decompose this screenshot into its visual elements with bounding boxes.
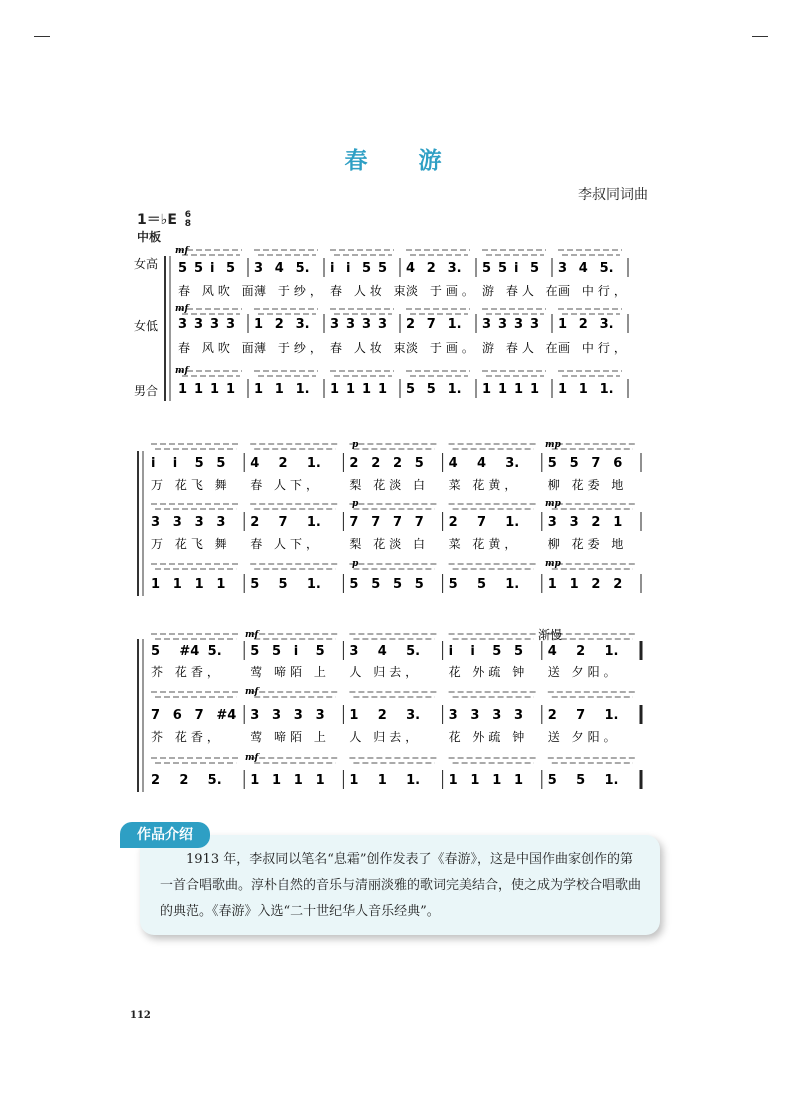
lyric: 春 人下， [250,478,323,492]
note: 5 [414,577,424,592]
note: 3 [492,708,502,723]
note: 2 [547,708,557,723]
note: 1. [306,515,321,530]
lyric: 春 人下， [250,537,323,551]
note: 3 [448,708,458,723]
note: 1 [377,773,387,788]
lyric: 淡 于画。 [406,284,478,298]
dynamic-marking: mf [245,630,259,640]
note: 1 [578,382,588,397]
lyric: 万 花飞 舞 [151,478,231,492]
note: 1 [558,317,568,332]
note: i [470,644,475,659]
lyric: 游 春人 在 [482,341,562,355]
note: 1 [272,773,282,788]
note: 1. [406,773,421,788]
note: 1 [250,773,260,788]
dynamic-marking: mf [245,753,259,763]
note: 3 [482,317,492,332]
note: 1 [492,773,502,788]
note: 7 [426,317,436,332]
note: 5 [426,382,436,397]
note: 3. [295,317,310,332]
note: 5 [151,644,161,659]
note: 5 [250,644,260,659]
note: 7 [349,515,359,530]
note: 3 [293,708,303,723]
note: 1. [447,317,462,332]
expression-marking: 渐慢 [538,628,563,642]
note: 2 [591,577,601,592]
note: 1 [346,382,356,397]
dynamic-marking: mf [175,366,189,376]
note: 1 [254,382,264,397]
note: 5 [378,261,388,276]
note: 3 [514,317,524,332]
note: 5 [250,577,260,592]
note: 1 [613,515,623,530]
note: 3 [470,708,480,723]
note: 5 [576,773,586,788]
note: 1 [530,382,540,397]
note: 1 [378,382,388,397]
note: 1 [349,773,359,788]
note: 4 [377,644,387,659]
lyric: 人 归去， [349,665,422,679]
note: 1. [604,773,619,788]
note: 7 [393,515,403,530]
lyric: 梨 花淡 白 [349,478,430,492]
note: 1 [210,382,220,397]
note: 1 [293,773,303,788]
note: 1. [447,382,462,397]
note: 1 [514,382,524,397]
note: 7 [194,708,204,723]
note: 4 [250,456,260,471]
note: 7 [414,515,424,530]
note: 3 [547,515,557,530]
note: 5 [547,456,557,471]
note: 3 [315,708,325,723]
note: 2 [377,708,387,723]
intro-label: 作品介绍 [120,822,210,848]
note: 3 [194,317,204,332]
note: 3 [514,708,524,723]
note: 5 [482,261,492,276]
note: 4 [448,456,458,471]
note: 5 [349,577,359,592]
note: 5 [194,261,204,276]
lyric: 万 花飞 舞 [151,537,231,551]
composer-credit: 李叔同词曲 [578,187,648,203]
note: i [151,456,156,471]
note: 3 [498,317,508,332]
note: 1. [604,644,619,659]
note: 1. [505,577,520,592]
lyric: 薄 于纱， [254,341,326,355]
note: 7 [278,515,288,530]
note: 5 [216,456,226,471]
note: 3 [194,515,204,530]
lyric: 游 春人 在 [482,284,562,298]
note: i [514,261,519,276]
lyric: 淡 于画。 [406,341,478,355]
note: 3. [406,708,421,723]
note: #4 [179,644,200,659]
note: 2 [426,261,436,276]
note: 2 [406,317,416,332]
note: i [330,261,335,276]
note: 5 [393,577,403,592]
note: 1. [604,708,619,723]
note: 5 [194,456,204,471]
note: 2 [448,515,458,530]
note: 2 [613,577,623,592]
note: 7 [591,456,601,471]
note: 5 [315,644,325,659]
note: 4 [578,261,588,276]
note: 3 [254,261,264,276]
note: 3 [226,317,236,332]
note: 5 [448,577,458,592]
lyric: 薄 于纱， [254,284,326,298]
note: #4 [216,708,237,723]
note: 2 [591,515,601,530]
note: 7 [371,515,381,530]
note: 1 [330,382,340,397]
note: 2 [151,773,161,788]
note: 5. [406,644,421,659]
part-label: 女高 [134,257,159,271]
note: 7 [576,708,586,723]
part-label: 男合 [134,384,159,398]
note: 5 [530,261,540,276]
note: 1 [151,577,161,592]
note: 2 [371,456,381,471]
note: 3. [599,317,614,332]
dynamic-marking: mf [175,304,189,314]
lyric: 梨 花淡 白 [349,537,430,551]
note: 4 [274,261,284,276]
note: 2 [274,317,284,332]
note: 1. [306,577,321,592]
note: 1. [505,515,520,530]
tempo-marking: 中板 [137,230,162,244]
lyric: 人 归去， [349,730,422,744]
key-signature-text: 1＝♭E [137,212,177,228]
lyric: 芥 花香， [151,665,223,679]
dynamic-marking: mp [545,559,561,569]
dynamic-marking: mp [545,499,561,509]
note: 1 [547,577,557,592]
note: 3 [250,708,260,723]
dynamic-marking: p [352,440,359,450]
dynamic-marking: p [352,559,359,569]
note: 3 [151,515,161,530]
time-signature-bottom: 8 [184,219,192,229]
note: 4 [476,456,486,471]
page-title: 春 游 [344,147,456,174]
note: 1 [349,708,359,723]
note: 3 [362,317,372,332]
lyric: 送 夕阳。 [547,665,620,679]
note: 1 [172,577,182,592]
note: 1 [558,382,568,397]
note: 1 [194,382,204,397]
page-number: 112 [130,1010,151,1021]
note: i [210,261,215,276]
note: 1. [599,382,614,397]
lyric: 芥 花香， [151,730,223,744]
note: 5 [226,261,236,276]
note: 4 [547,644,557,659]
note: 3 [346,317,356,332]
note: 3 [349,644,359,659]
note: 3 [558,261,568,276]
lyric: 送 夕阳。 [547,730,620,744]
note: 5 [362,261,372,276]
note: 5. [599,261,614,276]
lyric: 莺 啼陌 上 [250,665,330,679]
note: 6 [613,456,623,471]
dynamic-marking: p [352,499,359,509]
note: 1 [194,577,204,592]
note: 1 [216,577,226,592]
note: 5. [207,644,222,659]
note: 1 [569,577,579,592]
note: 2 [576,644,586,659]
time-signature-top: 6 [184,210,192,220]
note: i [172,456,178,471]
note: 7 [476,515,486,530]
note: 5 [178,261,188,276]
note: 2 [179,773,189,788]
note: 6 [172,708,182,723]
note: 2 [250,515,260,530]
note: 5 [371,577,381,592]
note: 5. [295,261,310,276]
note: 1 [498,382,508,397]
note: 3. [505,456,520,471]
note: 1 [315,773,325,788]
dynamic-marking: mp [545,440,561,450]
part-label: 女低 [134,319,159,333]
note: 1 [226,382,236,397]
note: 1 [254,317,264,332]
note: i [293,644,299,659]
note: 3 [172,515,182,530]
lyric: 柳 花委 地 [547,478,628,492]
lyric: 菜 花黄， [448,537,521,551]
note: 3 [569,515,579,530]
note: 3 [378,317,388,332]
note: 1 [448,773,458,788]
note: 1 [274,382,284,397]
note: 3 [210,317,220,332]
note: 5 [476,577,486,592]
note: 5 [406,382,416,397]
note: 1. [295,382,310,397]
note: i [346,261,351,276]
note: 4 [406,261,416,276]
dynamic-marking: mf [245,687,259,697]
lyric: 画 中行， [558,341,630,355]
lyric: 菜 花黄， [448,478,521,492]
lyric: 春 风吹 面 [178,284,258,298]
note: 3 [178,317,188,332]
note: 1 [470,773,480,788]
note: 2 [349,456,359,471]
note: 5 [547,773,557,788]
note: 5. [207,773,222,788]
lyric: 花 外疏 钟 [448,730,529,744]
intro-text: 1913 年，李叔同以笔名“息霜”创作发表了《春游》，这是中国作曲家创作的第一首合唱歌曲。淳朴自然的音乐与清丽淡雅的歌词完美结合，使之成为学校合唱歌曲的典范。《春游》入选“二十世纪华人音乐经典”。 [160,852,642,919]
note: 2 [278,456,288,471]
note: 3 [216,515,226,530]
note: 3. [447,261,462,276]
note: 2 [393,456,403,471]
note: i [448,644,454,659]
note: 3 [330,317,340,332]
lyric: 花 外疏 钟 [448,665,529,679]
note: 2 [578,317,588,332]
note: 5 [492,644,502,659]
lyric: 春 人妆 束 [330,341,410,355]
lyric: 春 人妆 束 [330,284,410,298]
note: 5 [278,577,288,592]
note: 5 [498,261,508,276]
note: 1 [514,773,524,788]
note: 3 [530,317,540,332]
note: 1. [306,456,321,471]
lyric: 画 中行， [558,284,630,298]
lyric: 莺 啼陌 上 [250,730,330,744]
note: 1 [178,382,188,397]
note: 5 [514,644,524,659]
note: 1 [482,382,492,397]
note: 1 [362,382,372,397]
note: 5 [569,456,579,471]
note: 5 [414,456,424,471]
lyric: 春 风吹 面 [178,341,258,355]
dynamic-marking: mf [175,246,189,256]
note: 7 [151,708,161,723]
note: 5 [272,644,282,659]
lyric: 柳 花委 地 [547,537,628,551]
note: 3 [272,708,282,723]
